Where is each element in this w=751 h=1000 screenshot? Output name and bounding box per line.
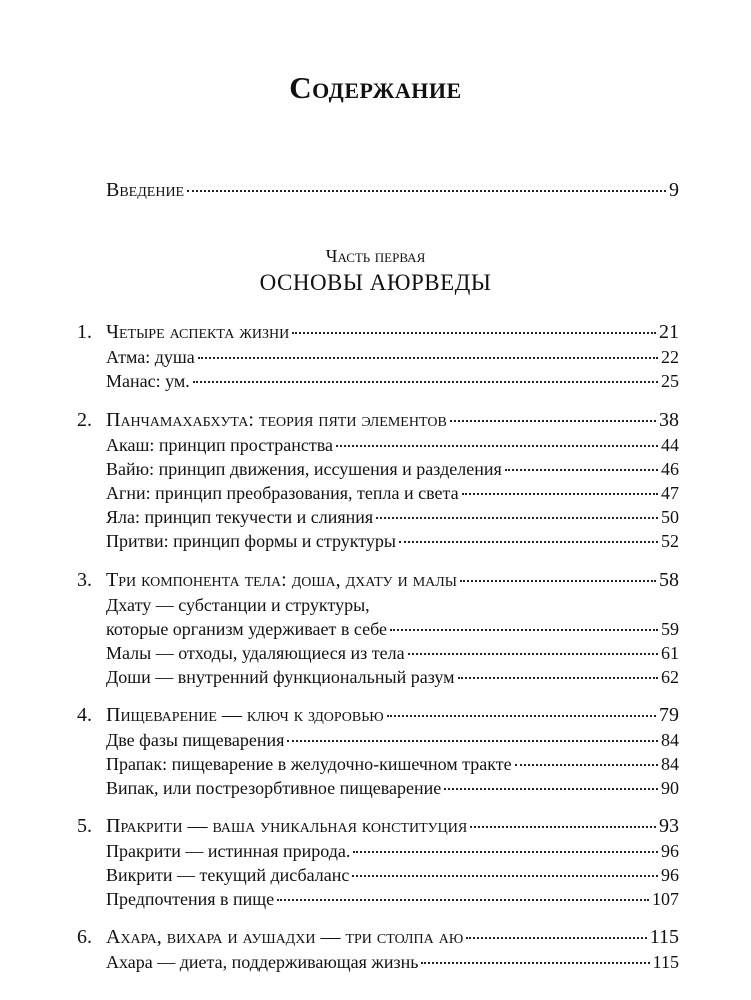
item-title: Яла: принцип текучести и слияния (106, 507, 374, 527)
chapter-number: 4. (77, 704, 92, 726)
page-number: 96 (661, 841, 679, 861)
item-title: Атма: душа (106, 347, 195, 367)
page-number: 62 (661, 667, 679, 687)
page-number: 61 (661, 643, 679, 663)
item-title: Манас: ум. (106, 371, 190, 391)
leader-dots (421, 961, 649, 964)
toc-item[interactable] (0, 752, 751, 776)
item-title: Дхату — субстанции и структуры, (106, 595, 370, 615)
chapter-title: Ахара, вихара и аушадхи — три столпа аю (106, 926, 464, 948)
page-number: 84 (661, 754, 679, 774)
leader-dots (387, 714, 656, 717)
page-number: 52 (661, 531, 679, 551)
page-number: 22 (661, 347, 679, 367)
chapter-title: Панчамахабхута: теория пяти элементов (106, 409, 447, 431)
item-title: Випак, или пострезорбтивное пищеварение (106, 778, 442, 798)
chapter-title: Четыре аспекта жизни (106, 321, 290, 343)
page-number: 50 (661, 507, 679, 527)
item-title: Прапак: пищеварение в желудочно-кишечном тракте (106, 754, 512, 774)
toc-item[interactable] (0, 776, 751, 800)
page-number: 59 (661, 619, 679, 639)
page-number: 79 (659, 704, 679, 726)
item-title: которые организм удерживает в себе (106, 619, 387, 639)
toc-item[interactable] (0, 369, 751, 393)
item-title: Акаш: принцип пространства (106, 435, 334, 455)
leader-dots (198, 356, 658, 359)
part-title: ОСНОВЫ АЮРВЕДЫ (259, 270, 492, 295)
leader-dots (466, 936, 647, 939)
page-number: 21 (659, 321, 679, 343)
leader-dots (287, 739, 658, 742)
page-number: 25 (661, 371, 679, 391)
page-number: 38 (659, 409, 679, 431)
leader-dots (444, 787, 658, 790)
item-title: Две фазы пищеварения (106, 730, 285, 750)
toc-item[interactable] (0, 481, 751, 505)
chapter-number: 5. (77, 815, 92, 837)
toc-item[interactable] (0, 457, 751, 481)
item-title: Ахара — диета, поддерживающая жизнь (106, 952, 419, 972)
leader-dots (450, 419, 656, 422)
leader-dots (277, 898, 649, 901)
toc-item[interactable] (0, 950, 751, 974)
page-number: 115 (652, 952, 679, 972)
toc-entry-title: Введение (106, 179, 185, 201)
toc-chapter-3[interactable] (0, 568, 751, 592)
page-number: 44 (661, 435, 679, 455)
chapter-number: 6. (77, 926, 92, 948)
leader-dots (292, 331, 656, 334)
toc-item[interactable] (0, 433, 751, 457)
toc-item[interactable] (0, 345, 751, 369)
chapter-title: Три компонента тела: доша, дхату и малы (106, 569, 457, 591)
leader-dots (408, 652, 658, 655)
leader-dots (462, 492, 658, 495)
page-number: 58 (659, 569, 679, 591)
item-title: Викрити — текущий дисбаланс (106, 865, 350, 885)
page-title: Содержание (289, 70, 462, 105)
page-number: 90 (661, 778, 679, 798)
leader-dots (376, 516, 658, 519)
toc-item[interactable] (0, 641, 751, 665)
toc-item[interactable] (0, 617, 751, 641)
toc-item[interactable] (0, 593, 751, 617)
item-title: Вайю: принцип движения, иссушения и разделения (106, 459, 502, 479)
leader-dots (460, 579, 656, 582)
page-number: 84 (661, 730, 679, 750)
page-number: 46 (661, 459, 679, 479)
leader-dots (193, 380, 658, 383)
item-title: Доши — внутренний функциональный разум (106, 667, 455, 687)
leader-dots (336, 444, 658, 447)
toc-intro[interactable] (0, 178, 751, 202)
item-title: Пракрити — истинная природа. (106, 841, 351, 861)
leader-dots (458, 676, 658, 679)
item-title: Притви: принцип формы и структуры (106, 531, 397, 551)
leader-dots (399, 540, 658, 543)
toc-chapter-1[interactable] (0, 320, 751, 344)
leader-dots (187, 189, 666, 192)
chapter-number: 2. (77, 409, 92, 431)
part-label: Часть первая (325, 246, 426, 266)
page-number: 115 (649, 926, 679, 948)
toc-item[interactable] (0, 728, 751, 752)
toc-chapter-6[interactable] (0, 925, 751, 949)
page-number: 9 (669, 179, 679, 201)
item-title: Малы — отходы, удаляющиеся из тела (106, 643, 405, 663)
leader-dots (515, 763, 658, 766)
page-number: 107 (652, 889, 679, 909)
leader-dots (505, 468, 658, 471)
leader-dots (352, 874, 658, 877)
leader-dots (470, 825, 656, 828)
item-title: Агни: принцип преобразования, тепла и света (106, 483, 459, 503)
chapter-number: 3. (77, 569, 92, 591)
page-number: 47 (661, 483, 679, 503)
toc-chapter-4[interactable] (0, 703, 751, 727)
toc-item[interactable] (0, 665, 751, 689)
chapter-title: Пищеварение — ключ к здоровью (106, 704, 384, 726)
leader-dots (390, 628, 658, 631)
toc-item[interactable] (0, 529, 751, 553)
page-number: 96 (661, 865, 679, 885)
toc-item[interactable] (0, 863, 751, 887)
toc-item[interactable] (0, 839, 751, 863)
page-number: 93 (659, 815, 679, 837)
toc-chapter-2[interactable] (0, 408, 751, 432)
chapter-title: Пракрити — ваша уникальная конституция (106, 815, 468, 837)
item-title: Предпочтения в пище (106, 889, 275, 909)
toc-item[interactable] (0, 505, 751, 529)
toc-item[interactable] (0, 887, 751, 911)
toc-chapter-5[interactable] (0, 814, 751, 838)
chapter-number: 1. (77, 321, 92, 343)
leader-dots (353, 850, 658, 853)
